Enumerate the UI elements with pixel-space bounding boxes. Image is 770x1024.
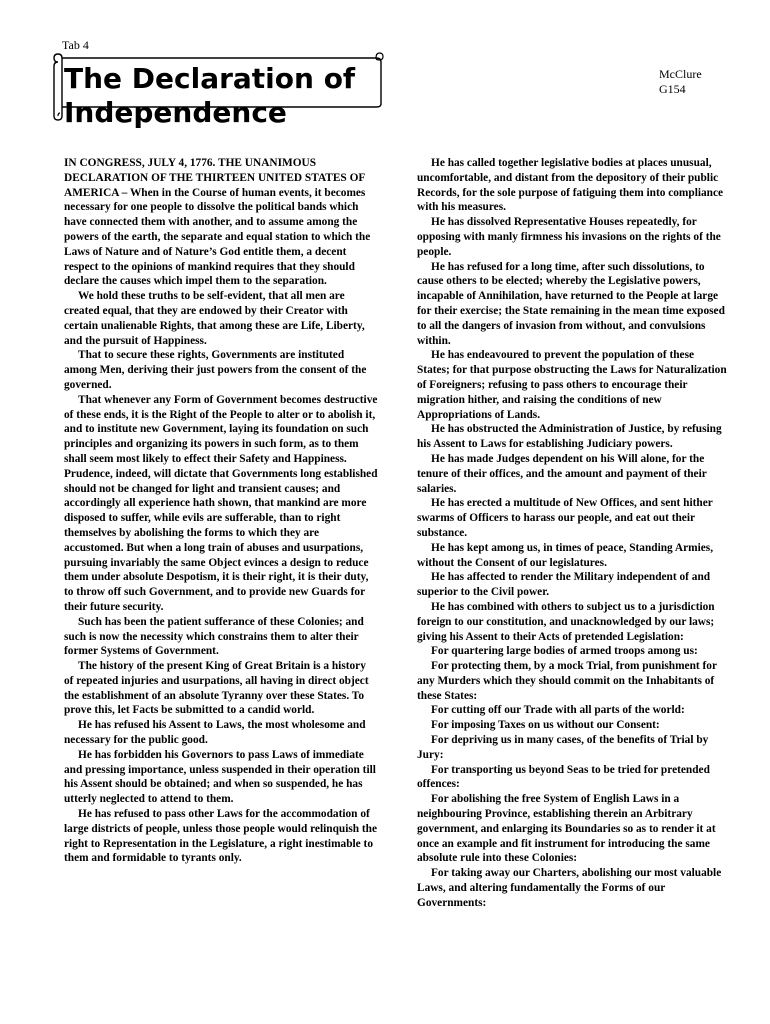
text-paragraph: That to secure these rights, Governments are instituted among Men, deriving their just powers from the consent of the governed.	[64, 349, 367, 391]
course-info	[659, 67, 702, 97]
text-paragraph: That whenever any Form of Government becomes destructive of these ends, it is the Right of the People to alter or to abolish it, and to institute new Government, laying its foundation on such principles and organizing its powers in such form, as to them shall seem most likely to effect their Safety and Happiness. Prudence, indeed, will dictate that Governments long established should not be changed for light and transient causes; and accordingly all experience hath shown, that mankind are more disposed to suffer, while evils are sufferable, than to right themselves by abolishing the forms to which they are accustomed. But when a long train of abuses and usurpations, pursuing invariably the same Object evinces a design to reduce them under absolute Despotism, it is their right, it is their duty, to throw off such Government, and to provide new Guards for their future security.	[64, 393, 378, 613]
text-paragraph: For depriving us in many cases, of the benefits of Trial by Jury:	[417, 734, 709, 761]
author-name: McClure	[659, 67, 702, 81]
text-paragraph: He has made Judges dependent on his Will alone, for the tenure of their offices, and the amount and payment of their salaries.	[417, 452, 707, 495]
text-paragraph: He has affected to render the Military independent of and superior to the Civil power.	[417, 571, 711, 599]
text-paragraph: He has refused to pass other Laws for the accommodation of large districts of people, unless those people would relinquish the right to Representation in the Legislature, a right inestimable to them and formidable to tyrants only.	[64, 808, 378, 865]
left-text-column	[64, 156, 378, 866]
text-paragraph: He has dissolved Representative Houses repeatedly, for opposing with manly firmness his invasions on the rights of the people.	[417, 216, 721, 258]
text-paragraph: He has obstructed the Administration of Justice, by refusing his Assent to Laws for establishing Judiciary powers.	[417, 423, 722, 451]
text-paragraph: He has erected a multitude of New Offices, and sent hither swarms of Officers to harass our people, and eat out their substance.	[417, 497, 713, 539]
text-paragraph: For quartering large bodies of armed troops among us:	[431, 645, 698, 658]
course-code: G154	[659, 82, 686, 96]
text-paragraph: For cutting off our Trade with all parts of the world:	[431, 704, 685, 717]
text-paragraph: Such has been the patient sufferance of these Colonies; and such is now the necessity which constrains them to alter their former Systems of Government.	[64, 615, 364, 658]
text-paragraph: He has refused for a long time, after such dissolutions, to cause others to be elected; whereby the Legislative powers, incapable of Annihilation, have returned to the People at large for their exercise; the State remaining in the mean time exposed to all the dangers of invasion from without, and convulsions within.	[417, 260, 725, 347]
text-paragraph: He has endeavoured to prevent the population of these States; for that purpose obstructing the Laws for Naturalization of Foreigners; refusing to pass others to encourage their migration hither, and raising the conditions of new Appropriations of Lands.	[417, 349, 727, 421]
text-paragraph: He has kept among us, in times of peace, Standing Armies, without the Consent of our legislatures.	[417, 541, 714, 569]
text-paragraph: For transporting us beyond Seas to be tried for pretended offences:	[417, 763, 710, 791]
text-paragraph: For imposing Taxes on us without our Consent:	[431, 719, 660, 732]
text-paragraph: For taking away our Charters, abolishing our most valuable Laws, and altering fundamentally the Forms of our Governments:	[417, 867, 722, 909]
text-paragraph: We hold these truths to be self-evident, that all men are created equal, that they are endowed by their Creator with certain unalienable Rights, that among these are Life, Liberty, and the pursuit of Happiness.	[64, 290, 365, 347]
text-paragraph: For abolishing the free System of English Laws in a neighbouring Province, establishing therein an Arbitrary government, and enlarging its Boundaries so as to render it at once an example and fit instrument for introducing the same absolute rule into these Colonies:	[417, 793, 716, 865]
text-paragraph: He has refused his Assent to Laws, the most wholesome and necessary for the public good.	[64, 719, 366, 747]
right-text-column	[417, 156, 729, 911]
text-paragraph: He has forbidden his Governors to pass Laws of immediate and pressing importance, unless suspended in their operation till his Assent should be obtained; and when so suspended, he has utterly neglected to attend to them.	[64, 748, 376, 806]
text-paragraph: He has called together legislative bodies at places unusual, uncomfortable, and distant from the depository of their public Records, for the sole purpose of fatiguing them into compliance with his measures.	[417, 157, 724, 214]
page-title: The Declaration of Independence	[64, 62, 356, 129]
text-paragraph: He has combined with others to subject us to a jurisdiction foreign to our constitution, and unacknowledged by our laws; giving his Assent to their Acts of pretended Legislation:	[417, 600, 715, 643]
preamble-paragraph: IN CONGRESS, JULY 4, 1776. THE UNANIMOUS DECLARATION OF THE THIRTEEN UNITED STATES OF AMERICA – When in the Course of human events, it becomes necessary for one people to dissolve the political bands which have connected them with another, and to assume among the powers of the earth, the separate and equal station to which the Laws of Nature and of Nature’s God entitle them, a decent respect to the opinions of mankind requires that they should declare the causes which impel them to the separation.	[64, 157, 371, 288]
tab-label: Tab 4	[62, 38, 89, 52]
text-paragraph: The history of the present King of Great Britain is a history of repeated injuries and usurpations, all having in direct object the establishment of an absolute Tyranny over these States. To prove this, let Facts be submitted to a candid world.	[64, 660, 369, 717]
text-paragraph: For protecting them, by a mock Trial, from punishment for any Murders which they should commit on the Inhabitants of these States:	[417, 660, 717, 702]
